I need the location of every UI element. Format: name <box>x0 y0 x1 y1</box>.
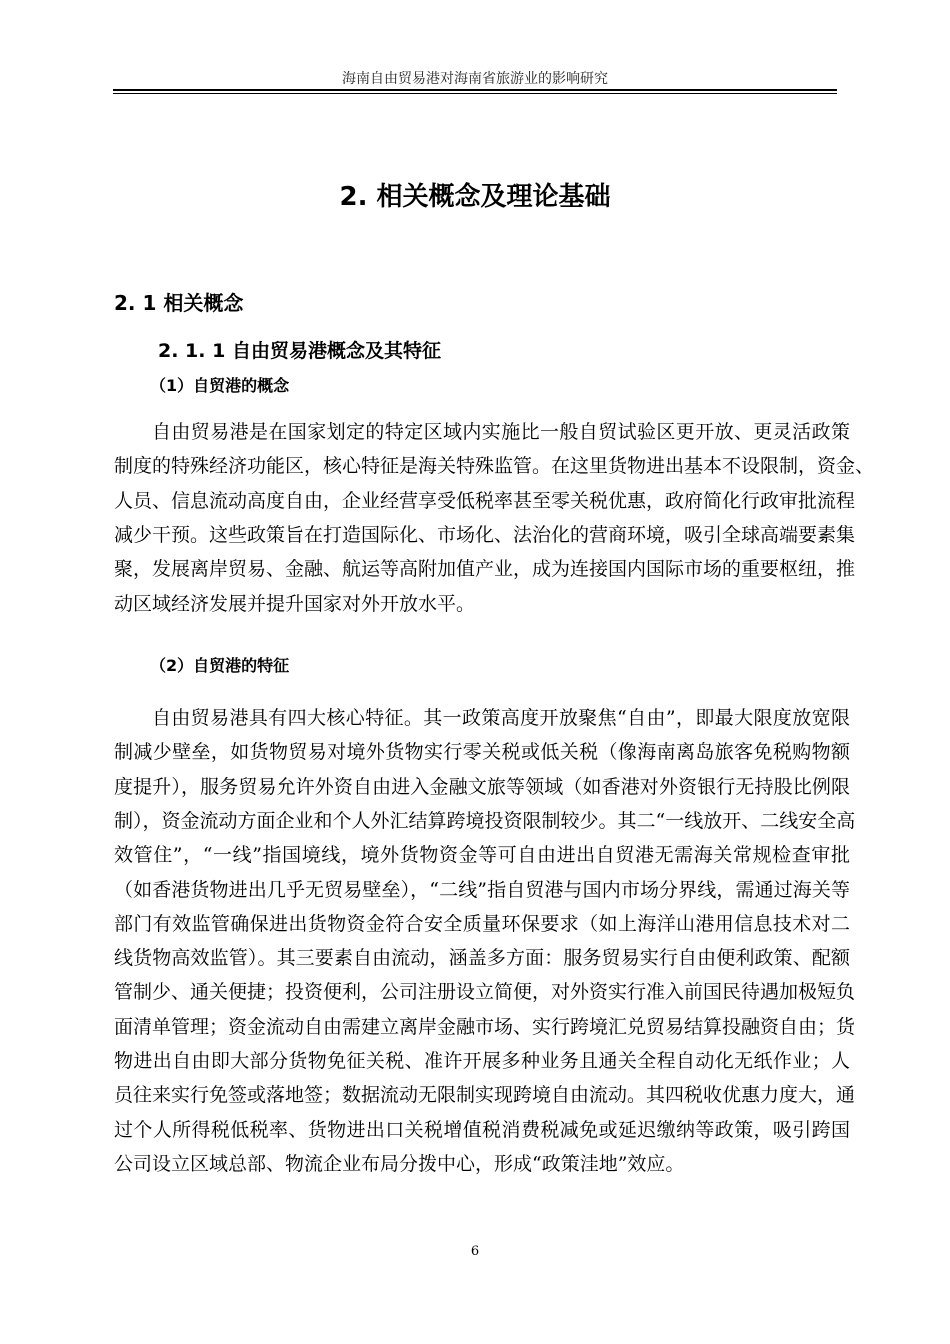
running-header: 海南自由贸易港对海南省旅游业的影响研究 <box>342 71 608 87</box>
text-line: 减少干预。这些政策旨在打造国际化、市场化、法治化的营商环境，吸引全球高端要素集 <box>114 523 856 546</box>
subsection-heading: 2. 1. 1 自由贸易港概念及其特征 <box>158 340 441 362</box>
text-line: 自由贸易港具有四大核心特征。其一政策高度开放聚焦“自由”，即最大限度放宽限 <box>152 707 850 729</box>
text-line: 制），资金流动方面企业和个人外汇结算跨境投资限制较少。其二“一线放开、二线安全高 <box>114 809 856 832</box>
text-line: 面清单管理；资金流动自由需建立离岸金融市场、实行跨境汇兑贸易结算投融资自由；货 <box>114 1015 856 1038</box>
text-line: 线货物高效监管）。其三要素自由流动，涵盖多方面：服务贸易实行自由便利政策、配额 <box>114 947 850 970</box>
chapter-title: 2. 相关概念及理论基础 <box>339 182 611 212</box>
section-heading: 2. 1 相关概念 <box>114 291 244 315</box>
text-line: 管制少、通关便捷；投资便利，公司注册设立简便，对外资实行准入前国民待遇加极短负 <box>114 981 856 1004</box>
text-line: 度提升），服务贸易允许外资自由进入金融文旅等领域（如香港对外资银行无持股比例限 <box>114 775 850 798</box>
text-line: 部门有效监管确保进出货物资金符合安全质量环保要求（如上海洋山港用信息技术对二 <box>114 912 850 935</box>
text-line: 自由贸易港是在国家划定的特定区域内实施比一般自贸试验区更开放、更灵活政策 <box>152 421 850 443</box>
part2-heading: （2）自贸港的特征 <box>150 656 290 675</box>
text-line: 过个人所得税低税率、货物进出口关税增值税消费税减免或延迟缴纳等政策，吸引跨国 <box>114 1118 850 1141</box>
text-line: 动区域经济发展并提升国家对外开放水平。 <box>114 592 476 615</box>
text-line: （如香港货物进出几乎无贸易壁垒），“二线”指自贸港与国内市场分界线，需通过海关等 <box>114 878 850 901</box>
text-line: 效管住”，“一线”指国境线，境外货物资金等可自由进出自贸港无需海关常规检查审批 <box>114 844 850 867</box>
text-line: 员往来实行免签或落地签；数据流动无限制实现跨境自由流动。其四税收优惠力度大，通 <box>114 1084 856 1107</box>
text-line: 制减少壁垒，如货物贸易对境外货物实行零关税或低关税（像海南离岛旅客免税购物额 <box>114 741 850 764</box>
header-rule-thick <box>113 89 837 91</box>
text-line: 制度的特殊经济功能区，核心特征是海关特殊监管。在这里货物进出基本不设限制，资金、 <box>114 455 875 478</box>
text-line: 公司设立区域总部、物流企业布局分拨中心，形成“政策洼地”效应。 <box>114 1152 685 1175</box>
text-line: 人员、信息流动高度自由，企业经营享受低税率甚至零关税优惠，政府简化行政审批流程 <box>114 489 856 512</box>
page-number: 6 <box>470 1244 480 1259</box>
header-rule-thin <box>113 93 837 94</box>
text-line: 聚，发展离岸贸易、金融、航运等高附加值产业，成为连接国内国际市场的重要枢纽，推 <box>114 558 856 581</box>
part1-heading: （1）自贸港的概念 <box>150 376 290 395</box>
text-line: 物进出自由即大部分货物免征关税、准许开展多种业务且通关全程自动化无纸作业；人 <box>114 1050 850 1072</box>
